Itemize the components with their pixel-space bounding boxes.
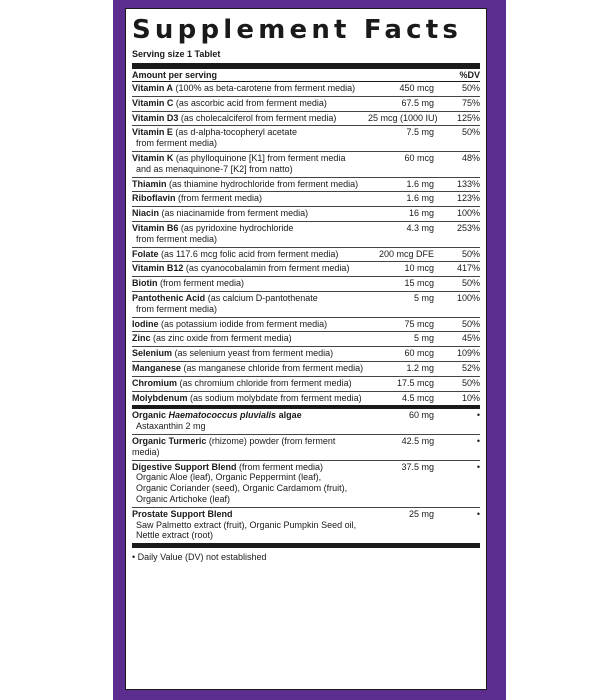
nutrient-name: Niacin [132,208,160,219]
blend-desc: (rhizome) powder (from ferment media) [132,435,336,457]
nutrient-name: Selenium [132,348,173,359]
blend-row-turmeric [132,435,480,461]
nutrient-row [132,82,480,97]
nutrient-amount: 7.5 mg [406,127,434,138]
nutrient-row [132,207,480,222]
nutrient-name: Chromium [132,377,177,388]
nutrient-source: (as cholecalciferol from ferment media) [180,112,337,123]
nutrient-dv: 52% [461,362,480,373]
nutrient-source-cont: from ferment media) [136,303,218,314]
nutrient-amount: 16 mg [408,208,434,219]
nutrient-amount: 10 mcg [404,263,434,274]
nutrient-source: (as sodium molybdate from ferment media) [190,392,362,403]
nutrient-dv: 253% [456,222,480,233]
nutrient-row [132,262,480,277]
nutrient-amount: 60 mcg [404,348,434,359]
nutrient-source: (as cyanocobalamin from ferment media) [185,263,350,274]
blend-dv: • [476,461,480,472]
nutrient-dv: 75% [461,97,480,108]
blend-sub-1: Saw Palmetto extract (fruit), Organic Pumpkin Seed oil, [136,519,357,530]
table-header [132,69,480,82]
nutrient-name: Vitamin C [132,97,174,108]
nutrient-amount: 200 mcg DFE [378,248,434,259]
footnote: • Daily Value (DV) not established [132,543,480,563]
supplement-facts-panel [125,8,487,690]
nutrient-source: (100% as beta-carotene from ferment media) [175,83,356,93]
nutrient-source: (from ferment media) [160,278,245,289]
blend-sub-1: Organic Aloe (leaf), Organic Peppermint (leaf), [136,472,322,483]
nutrient-name: Vitamin K [132,152,174,163]
nutrient-row [132,347,480,362]
nutrient-source-cont: and as menaquinone-7 [K2] from natto) [136,163,293,174]
blend-row-digestive [132,461,480,508]
nutrient-row [132,318,480,333]
dv-label: %DV [459,70,480,80]
nutrient-amount: 5 mg [413,333,434,344]
nutrient-row [132,192,480,207]
nutrient-source: (as calcium D-pantothenate [207,292,318,303]
nutrient-row [132,392,480,410]
nutrient-row [132,248,480,263]
blend-name: Organic Turmeric [132,435,207,446]
blend-row-prostate [132,508,480,543]
nutrient-amount: 75 mcg [404,318,434,329]
nutrient-amount: 450 mcg [399,83,434,93]
blend-name-prefix: Organic [132,410,169,421]
nutrient-dv: 123% [456,193,480,204]
nutrient-amount: 25 mcg (1000 IU) [368,112,438,123]
blend-dv: • [476,508,480,519]
nutrient-name: Manganese [132,362,182,373]
blend-name: Digestive Support Blend [132,461,237,472]
nutrient-row [132,377,480,392]
amount-per-serving-label: Amount per serving [132,70,218,80]
nutrient-source: (as thiamine hydrochloride from ferment media) [169,178,359,189]
nutrient-dv: 100% [456,292,480,303]
blend-amount: 60 mg [408,410,434,421]
blend-amount: 37.5 mg [401,461,434,472]
nutrient-amount: 5 mg [413,292,434,303]
nutrient-source: (as phylloquinone [K1] from ferment media [175,152,346,163]
nutrient-dv: 109% [456,348,480,359]
nutrient-row [132,292,480,318]
nutrient-row [132,112,480,127]
blend-dv: • [476,435,480,446]
nutrient-list [132,82,480,409]
nutrient-row [132,277,480,292]
nutrient-amount: 15 mcg [404,278,434,289]
nutrient-dv: 48% [461,152,480,163]
nutrient-amount: 60 mcg [404,152,434,163]
nutrient-name: Vitamin E [132,127,173,138]
nutrient-dv: 45% [461,333,480,344]
nutrient-name: Thiamin [132,178,167,189]
nutrient-source: (as d-alpha-tocopheryl acetate [175,127,297,138]
blend-sub-2: Nettle extract (root) [136,530,214,541]
blend-name: Prostate Support Blend [132,508,233,519]
nutrient-row [132,126,480,152]
nutrient-row [132,362,480,377]
nutrient-source: (as chromium chloride from ferment media) [179,377,352,388]
nutrient-row [132,222,480,248]
nutrient-dv: 133% [456,178,480,189]
nutrient-row [132,178,480,193]
nutrient-amount: 67.5 mg [401,97,434,108]
nutrient-amount: 4.5 mcg [401,392,434,403]
nutrient-dv: 50% [461,377,480,388]
nutrient-dv: 10% [461,392,480,403]
nutrient-name: Pantothenic Acid [132,292,206,303]
nutrient-name: Molybdenum [132,392,188,403]
blend-desc: (from ferment media) [236,461,324,472]
nutrient-name: Vitamin B6 [132,222,179,233]
nutrient-source: (as manganese chloride from ferment media) [183,362,364,373]
nutrient-row [132,332,480,347]
nutrient-dv: 50% [461,127,480,138]
nutrient-name: Vitamin A [132,83,174,93]
nutrient-name: Vitamin B12 [132,263,184,274]
blend-sub: Astaxanthin 2 mg [136,421,206,432]
blend-row-algae [132,409,480,435]
nutrient-source-cont: from ferment media) [136,138,218,149]
blend-name-species: Haematococcus pluvialis [168,410,277,421]
nutrient-name: Iodine [132,318,159,329]
nutrient-source: (as selenium yeast from ferment media) [174,348,334,359]
blend-amount: 42.5 mg [401,435,435,446]
blend-sub-2: Organic Coriander (seed), Organic Cardamom (fruit), [136,483,348,494]
nutrient-source: (as 117.6 mcg folic acid from ferment media) [161,248,339,259]
nutrient-source: (as zinc oxide from ferment media) [153,333,292,344]
nutrient-dv: 50% [461,248,480,259]
nutrient-source: (as ascorbic acid from ferment media) [175,97,327,108]
nutrient-source: (as potassium iodide from ferment media) [161,318,328,329]
nutrient-amount: 4.3 mg [406,222,434,233]
blend-name-suffix: algae [276,410,302,421]
nutrient-source: (as niacinamide from ferment media) [161,208,309,219]
nutrient-dv: 50% [461,318,480,329]
nutrient-dv: 50% [461,83,480,93]
nutrient-source: (as pyridoxine hydrochloride [180,222,294,233]
nutrient-name: Riboflavin [132,193,176,204]
nutrient-name: Zinc [132,333,151,344]
serving-size: Serving size 1 Tablet [132,49,480,69]
nutrient-dv: 100% [456,208,480,219]
nutrient-name: Vitamin D3 [132,112,179,123]
blend-amount: 25 mg [408,508,434,519]
nutrient-source: (from ferment media) [178,193,263,204]
nutrient-dv: 50% [461,278,480,289]
nutrient-amount: 17.5 mcg [396,377,434,388]
panel-title: Supplement Facts [132,15,463,45]
blend-dv: • [476,410,480,421]
nutrient-source-cont: from ferment media) [136,233,218,244]
nutrient-dv: 417% [456,263,480,274]
nutrient-amount: 1.2 mg [406,362,434,373]
nutrient-row [132,152,480,178]
nutrient-row [132,97,480,112]
nutrient-name: Biotin [132,278,158,289]
nutrient-amount: 1.6 mg [406,178,434,189]
blend-sub-3: Organic Artichoke (leaf) [136,493,231,504]
nutrient-amount: 1.6 mg [406,193,434,204]
nutrient-dv: 125% [456,112,480,123]
nutrient-name: Folate [132,248,159,259]
